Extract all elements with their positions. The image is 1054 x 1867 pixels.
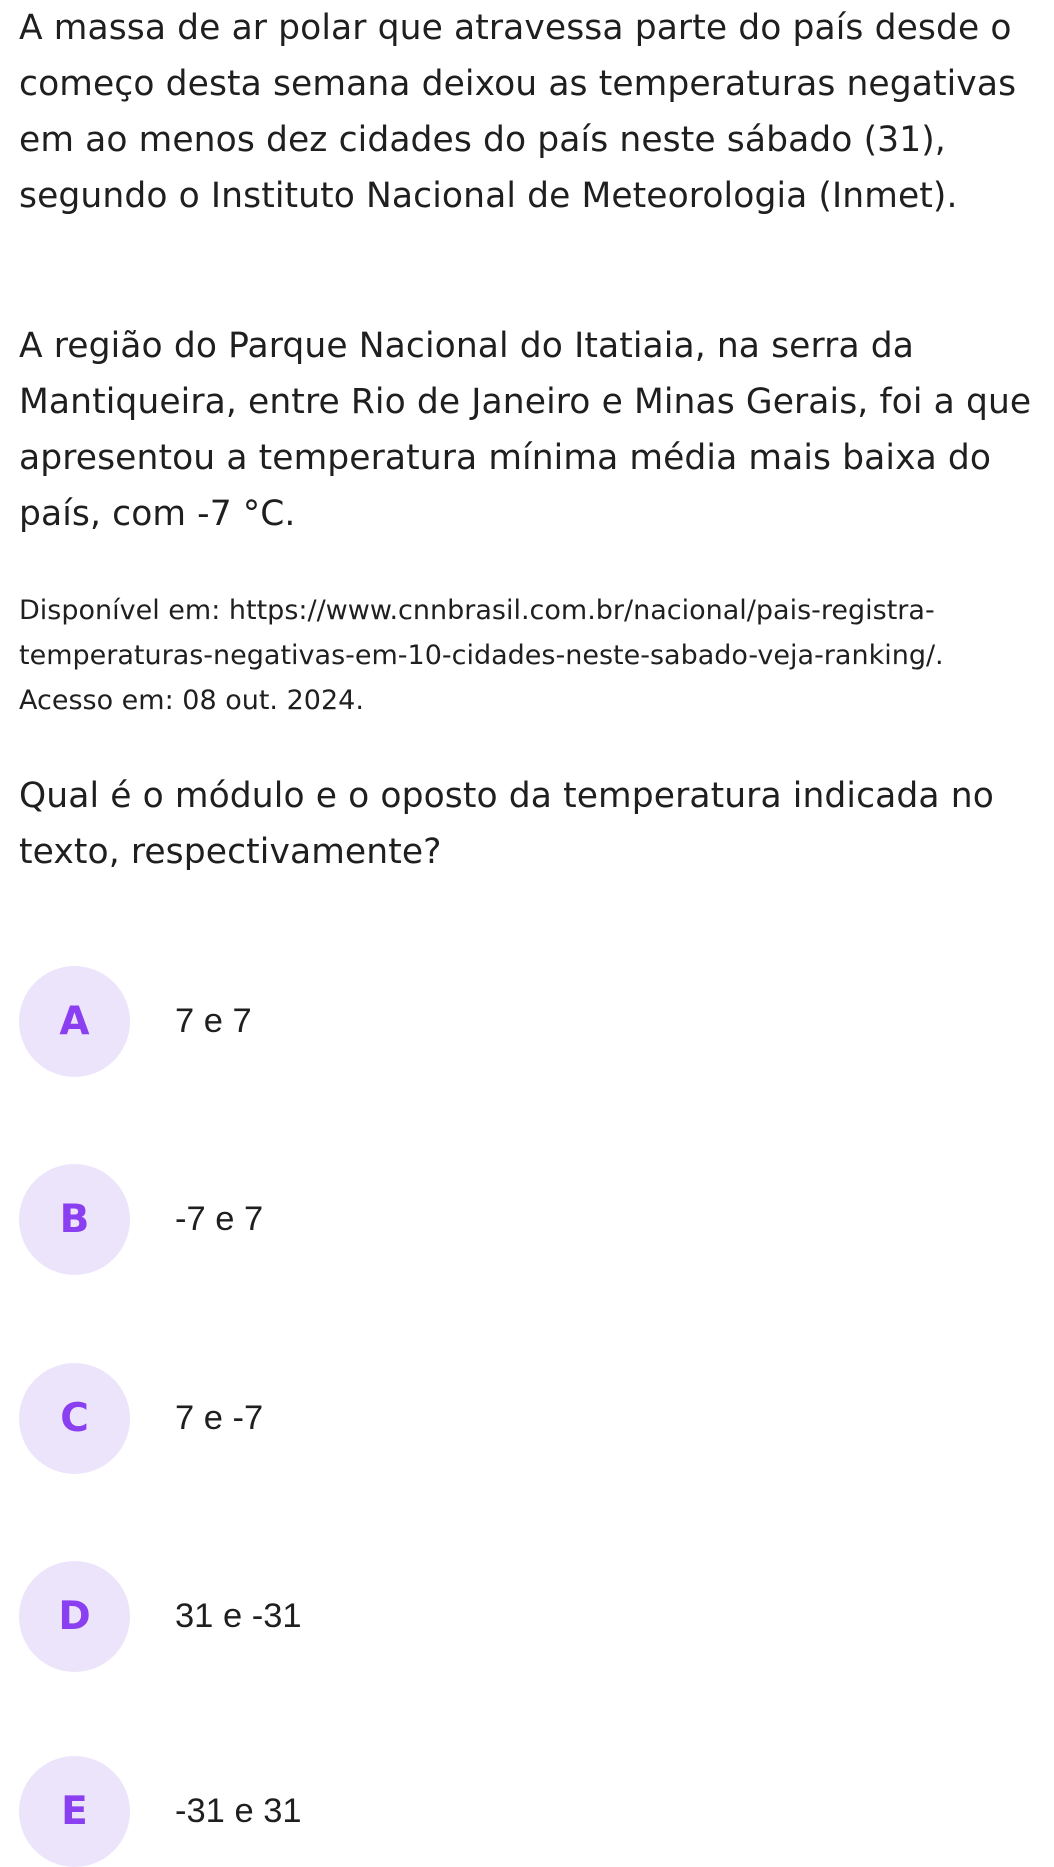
option-text: -31 e 31 (175, 1791, 302, 1830)
option-letter-badge: C (19, 1363, 130, 1474)
option-text: -7 e 7 (175, 1199, 264, 1238)
option-text: 31 e -31 (175, 1596, 302, 1635)
option-a[interactable] (19, 965, 1019, 1077)
question-prompt: Qual é o módulo e o oposto da temperatura indicada no texto, respectivamente? (19, 776, 994, 872)
option-letter-badge: A (19, 966, 130, 1077)
option-e[interactable] (19, 1755, 1019, 1867)
option-text: 7 e 7 (175, 1001, 252, 1040)
option-text: 7 e -7 (175, 1398, 264, 1437)
option-c[interactable] (19, 1362, 1019, 1474)
passage-paragraph-2: A região do Parque Nacional do Itatiaia, na serra da Mantiqueira, entre Rio de Janeiro e Minas Gerais, foi a que apresentou a temperatura mínima média mais baixa do país, com -7 °C. (19, 326, 1032, 534)
option-letter-badge: E (19, 1756, 130, 1867)
option-letter-badge: D (19, 1561, 130, 1672)
option-d[interactable] (19, 1560, 1019, 1672)
passage-paragraph-1: A massa de ar polar que atravessa parte do país desde o começo desta semana deixou as temperaturas negativas em ao menos dez cidades do país neste sábado (31), segundo o Instituto Nacional de Meteorologia (Inmet). (19, 8, 1017, 216)
source-citation: Disponível em: https://www.cnnbrasil.com.br/nacional/pais-registra-temperaturas-negativas-em-10-cidades-neste-sabado-veja-ranking/. Acesso em: 08 out. 2024. (19, 595, 944, 716)
option-b[interactable] (19, 1163, 1019, 1275)
option-letter-badge: B (19, 1164, 130, 1275)
